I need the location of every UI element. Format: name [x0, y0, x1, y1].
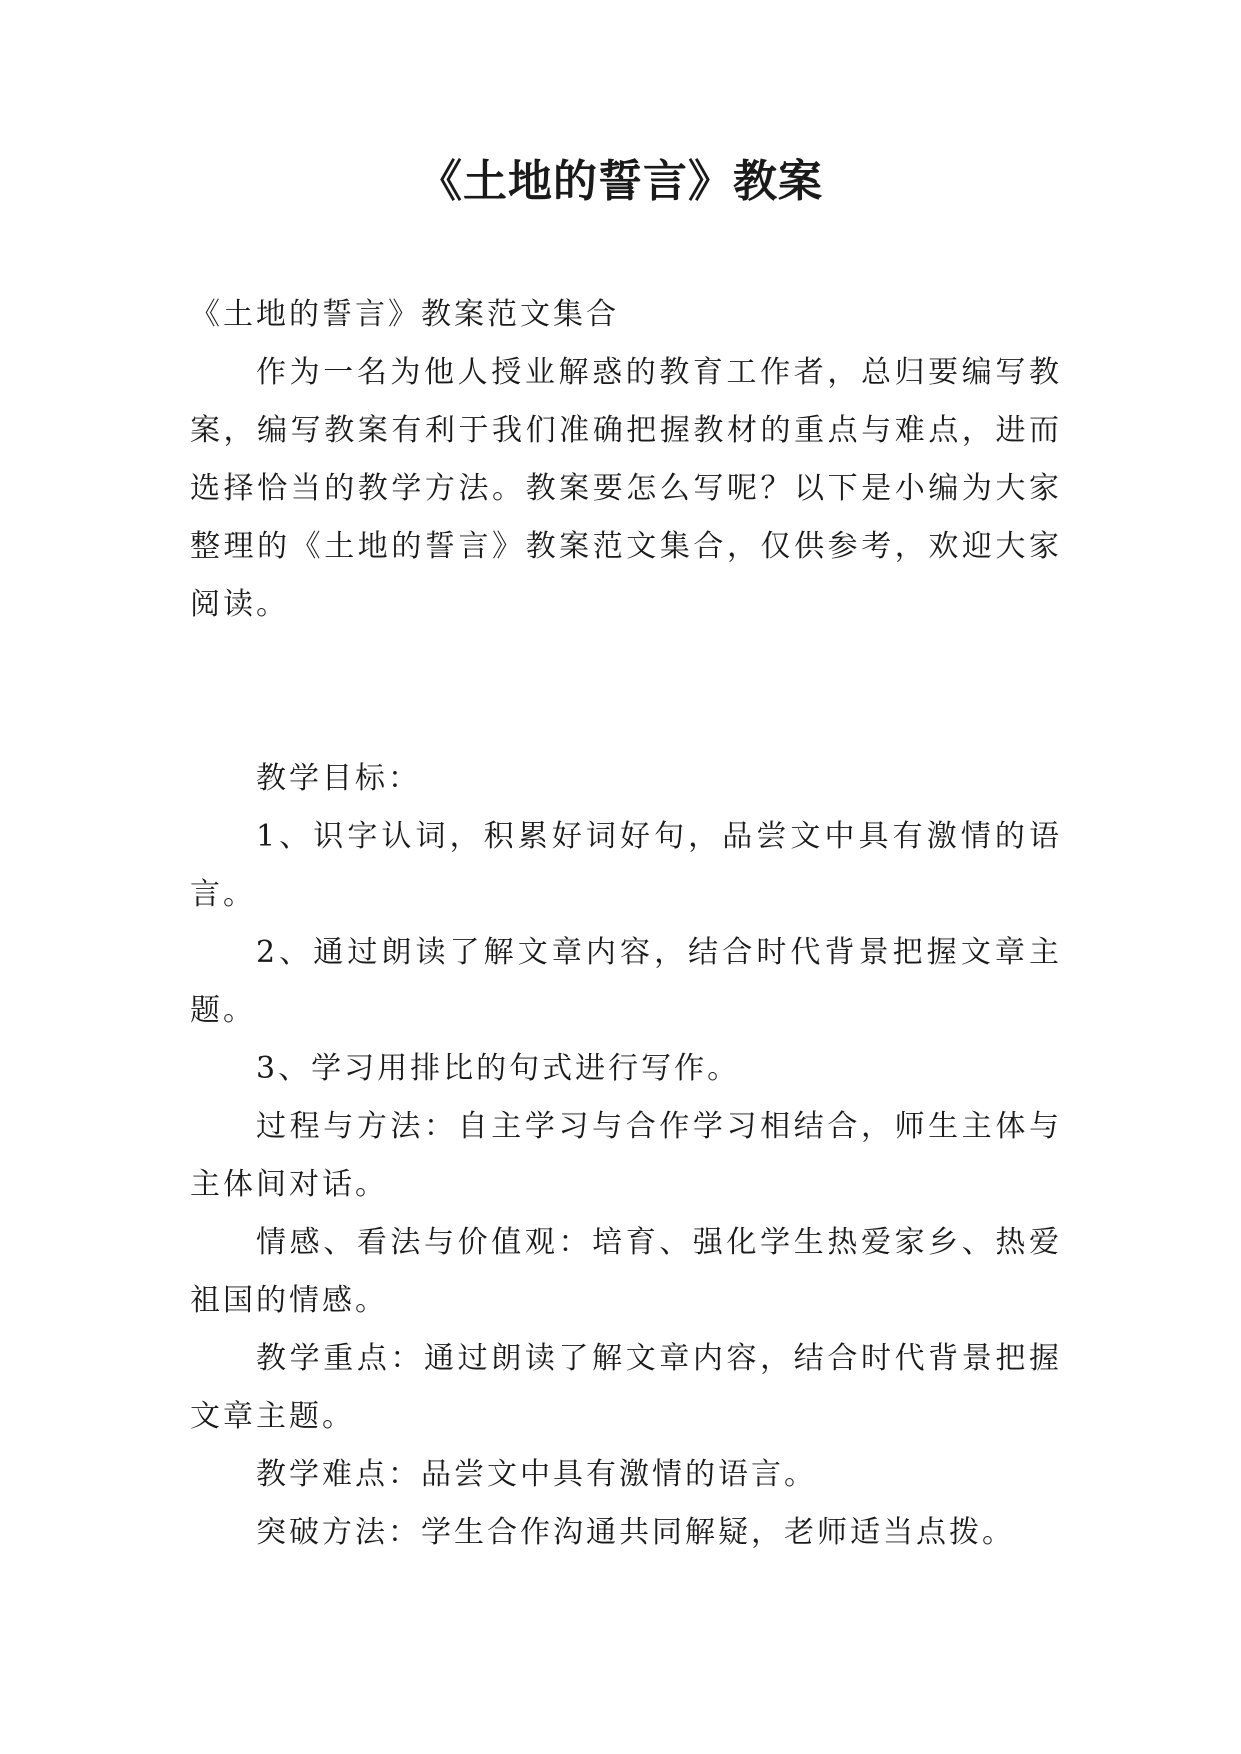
document-title: 《土地的誓言》教案 — [418, 156, 823, 207]
goal-item-3: 3、学习用排比的句式进行写作。 — [256, 1051, 741, 1086]
difficulty-paragraph: 教学难点：品尝文中具有激情的语言。 — [256, 1457, 817, 1492]
process-paragraph: 过程与方法：自主学习与合作学习相结合，师生主体与主体间对话。 — [190, 1109, 1062, 1202]
subtitle-line: 《土地的誓言》教案范文集合 — [190, 297, 619, 332]
emotion-paragraph: 情感、看法与价值观：培育、强化学生热爱家乡、热爱祖国的情感。 — [190, 1225, 1062, 1318]
goals-heading: 教学目标： — [256, 761, 421, 796]
document-body — [190, 286, 1062, 1562]
intro-paragraph: 作为一名为他人授业解惑的教育工作者，总归要编写教案，编写教案有利于我们准确把握教材的重点与难点，进而选择恰当的教学方法。教案要怎么写呢？以下是小编为大家整理的《土地的誓言》教案范文集合，仅供参考，欢迎大家阅读。 — [190, 355, 1062, 622]
goal-item-1: 1、识字认词，积累好词好句，品尝文中具有激情的语言。 — [190, 819, 1062, 912]
method-paragraph: 突破方法：学生合作沟通共同解疑，老师适当点拨。 — [256, 1515, 1015, 1550]
key-point-paragraph: 教学重点：通过朗读了解文章内容，结合时代背景把握文章主题。 — [190, 1341, 1062, 1434]
blank-space — [190, 634, 1062, 750]
goal-item-2: 2、通过朗读了解文章内容，结合时代背景把握文章主题。 — [190, 935, 1062, 1028]
